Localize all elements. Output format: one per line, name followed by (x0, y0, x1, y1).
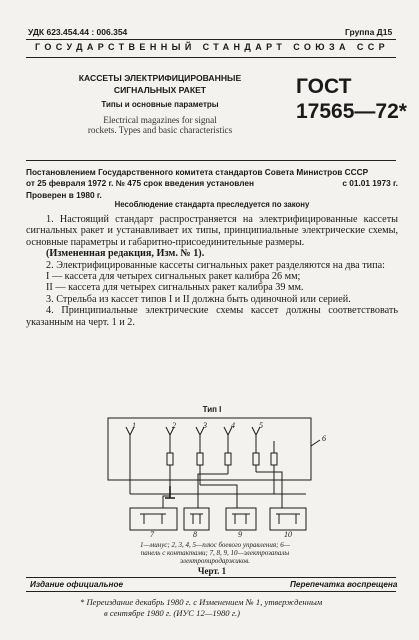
official-edition: Издание официальное (30, 580, 123, 589)
pin-label-4: 4 (231, 421, 235, 430)
title-en-line2: rockets. Types and basic characteristics (87, 125, 233, 135)
igniter-label-9: 9 (238, 530, 242, 539)
resistor-3 (197, 453, 203, 465)
pin-label-1: 1 (132, 421, 136, 430)
pin-label-2: 2 (172, 421, 176, 430)
paragraph-1-edit: (Измененная редакция, Изм. № 1). (46, 248, 205, 260)
paragraph-4: 4. Принципиальные электрические схемы кассет должны соответствовать указанным на черт. 1 и 2. (26, 305, 398, 328)
figure-type-caption: Тип I (202, 405, 222, 414)
noncompliance-note: Несоблюдение стандарта преследуется по закону (114, 200, 310, 209)
igniter-7-element (140, 514, 166, 524)
resistor-4 (225, 453, 231, 465)
resistor-2 (167, 453, 173, 465)
udk-code: УДК 623.454.44 : 006.354 (28, 27, 128, 37)
type-2-item: II — кассета для четырех сигнальных ракет калибра 39 мм. (46, 282, 304, 294)
gost-label: ГОСТ (296, 75, 352, 98)
figure-legend-2 (100, 549, 330, 557)
title-en-line1: Electrical magazines for signal (103, 115, 217, 125)
state-standard-banner: ГОСУДАРСТВЕННЫЙ СТАНДАРТ СОЮЗА ССР (34, 42, 390, 52)
pin-label-3: 3 (203, 421, 207, 430)
gost-number: 17565—72* (296, 100, 407, 123)
igniter-8-element (190, 514, 203, 524)
paragraph-1: 1. Настоящий стандарт распространяется на электрифицированные кассеты сигнальных ракет и устанавливает их типы, принципиальные электрические схемы, основные параметры и габаритно-присоединительные размеры. (26, 214, 398, 248)
type-1-item: I — кассета для четырех сигнальных ракет калибра 26 мм; (46, 271, 301, 283)
checked-year: Проверен в 1980 г. (26, 190, 102, 200)
igniter-10-element (276, 514, 300, 524)
footer-rule-bottom (26, 591, 396, 592)
paragraph-2: 2. Электрифицированные кассеты сигнальных ракет разделяются на два типа: (46, 259, 385, 271)
panel-label: 6 (322, 434, 326, 443)
igniter-9-box (226, 508, 256, 530)
reprint-prohibited: Перепечатка воспрещена (290, 580, 398, 589)
decree-line2-left: от 25 февраля 1972 г. № 475 срок введения установлен (26, 177, 255, 188)
igniter-7-box (130, 508, 177, 530)
legend-line3: электропиродаржиков. (179, 557, 251, 565)
ground-bus (130, 441, 306, 494)
figure-legend-3 (100, 557, 330, 565)
feed-line-4 (198, 441, 228, 508)
title-ru-line1: КАССЕТЫ ЭЛЕКТРИФИЦИРОВАННЫЕ (78, 73, 242, 83)
figure-caption: Черт. 1 (197, 566, 227, 576)
group-code: Группа Д15 (345, 27, 393, 37)
reissue-note (80, 597, 380, 619)
reissue-note-line2: в сентябре 1980 г. (ИУС 12—1980 г.) (104, 608, 240, 618)
title-ru-line2: СИГНАЛЬНЫХ РАКЕТ (113, 85, 207, 95)
document-subtitle: Типы и основные параметры (101, 100, 219, 109)
resistor-6 (271, 453, 277, 465)
decree-line1: Постановлением Государственного комитета стандартов Совета Министров СССР (26, 167, 369, 177)
igniter-label-7: 7 (150, 530, 154, 539)
igniter-10-box (270, 508, 306, 530)
pin-label-5: 5 (259, 421, 263, 430)
legend-line2: панель с контактами; 7, 8, 9, 10—электрозапалы (140, 549, 290, 557)
contact-panel-box (108, 418, 311, 480)
feed-line-5 (256, 441, 282, 508)
footer-rule-top (26, 577, 396, 578)
igniter-label-10: 10 (284, 530, 292, 539)
igniter-8-box (184, 508, 209, 530)
panel-leader (311, 440, 320, 446)
decree-effective-date: с 01.01 1973 г. (342, 177, 398, 188)
igniter-label-8: 8 (193, 530, 197, 539)
igniter-9-element (232, 514, 250, 524)
reissue-note-line1: * Переиздание декабрь 1980 г. с Изменением № 1, утвержденным (80, 597, 323, 607)
resistor-5 (253, 453, 259, 465)
figure-legend (100, 541, 330, 549)
legend-line1: 1—минус; 2, 3, 4, 5—плюс боевого управления; 6— (140, 541, 290, 549)
paragraph-3: 3. Стрельба из кассет типов I и II должна быть одиночной или серией. (46, 293, 351, 305)
